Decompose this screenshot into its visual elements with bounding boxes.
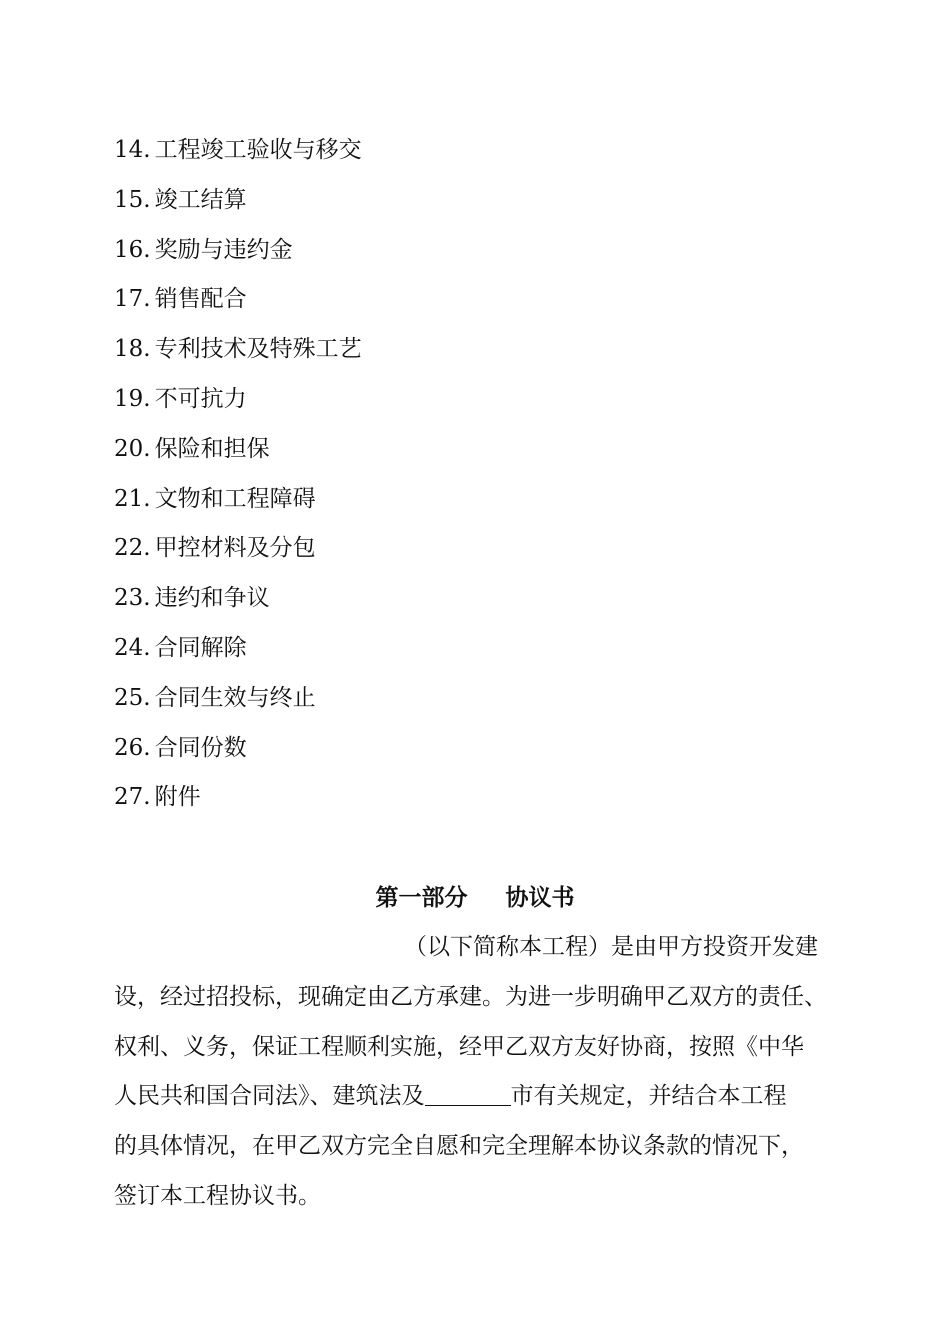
- section-part: 第一部分: [375, 884, 468, 911]
- item-title: 奖励与违约金: [154, 236, 293, 263]
- contents-item: [114, 281, 362, 331]
- item-title: 不可抗力: [154, 385, 247, 412]
- item-number: 14.: [114, 137, 151, 163]
- item-number: 16.: [114, 236, 151, 263]
- item-number: 15.: [114, 186, 151, 213]
- item-title: 违约和争议: [154, 585, 270, 612]
- item-title: 合同解除: [154, 634, 247, 661]
- agreement-text: 市有关规定，并结合本工程: [510, 1083, 787, 1109]
- contents-item: [114, 132, 362, 182]
- contents-item: [114, 630, 362, 680]
- item-number: 27.: [114, 784, 151, 811]
- item-number: 21.: [114, 485, 151, 512]
- agreement-line: 权利、义务，保证工程顺利实施，经甲乙双方友好协商，按照《中华: [114, 1034, 804, 1060]
- agreement-line: （以下简称本工程）是由甲方投资开发建: [404, 934, 818, 960]
- item-title: 专利技术及特殊工艺: [154, 336, 362, 363]
- item-title: 保险和担保: [154, 435, 270, 462]
- item-number: 20.: [114, 435, 151, 462]
- item-title: 附件: [154, 784, 201, 811]
- contents-item: [114, 680, 362, 730]
- contents-item: [114, 331, 362, 381]
- contents-item: [114, 730, 362, 780]
- item-number: 23.: [114, 585, 151, 612]
- section-name: 协议书: [505, 884, 575, 911]
- contents-item: [114, 779, 362, 829]
- contents-item: [114, 381, 362, 431]
- contents-item: [114, 530, 362, 580]
- city-blank-field: [425, 1083, 511, 1106]
- item-title: 甲控材料及分包: [154, 535, 316, 562]
- agreement-line: 签订本工程协议书。: [114, 1183, 321, 1209]
- section-heading: [0, 880, 950, 916]
- contents-item: [114, 580, 362, 630]
- item-title: 合同生效与终止: [154, 684, 316, 711]
- item-title: 销售配合: [154, 286, 247, 313]
- contents-item: [114, 232, 362, 282]
- agreement-text: 人民共和国合同法》、建筑法及: [114, 1083, 425, 1109]
- item-number: 17.: [114, 286, 151, 313]
- agreement-line: 设，经过招投标，现确定由乙方承建。为进一步明确甲乙双方的责任、: [114, 984, 827, 1010]
- item-title: 合同份数: [154, 734, 247, 761]
- item-number: 19.: [114, 385, 151, 412]
- contents-item: [114, 182, 362, 232]
- item-title: 工程竣工验收与移交: [154, 137, 362, 163]
- item-number: 26.: [114, 734, 151, 761]
- item-number: 22.: [114, 535, 151, 562]
- contents-item: [114, 431, 362, 481]
- agreement-line: 的具体情况，在甲乙双方完全自愿和完全理解本协议条款的情况下，: [114, 1133, 804, 1159]
- item-title: 文物和工程障碍: [154, 485, 316, 512]
- contents-list: [114, 132, 362, 829]
- item-number: 18.: [114, 336, 151, 363]
- agreement-line: [114, 1078, 844, 1114]
- contents-item: [114, 481, 362, 531]
- item-title: 竣工结算: [154, 186, 247, 213]
- item-number: 25.: [114, 684, 151, 711]
- item-number: 24.: [114, 634, 151, 661]
